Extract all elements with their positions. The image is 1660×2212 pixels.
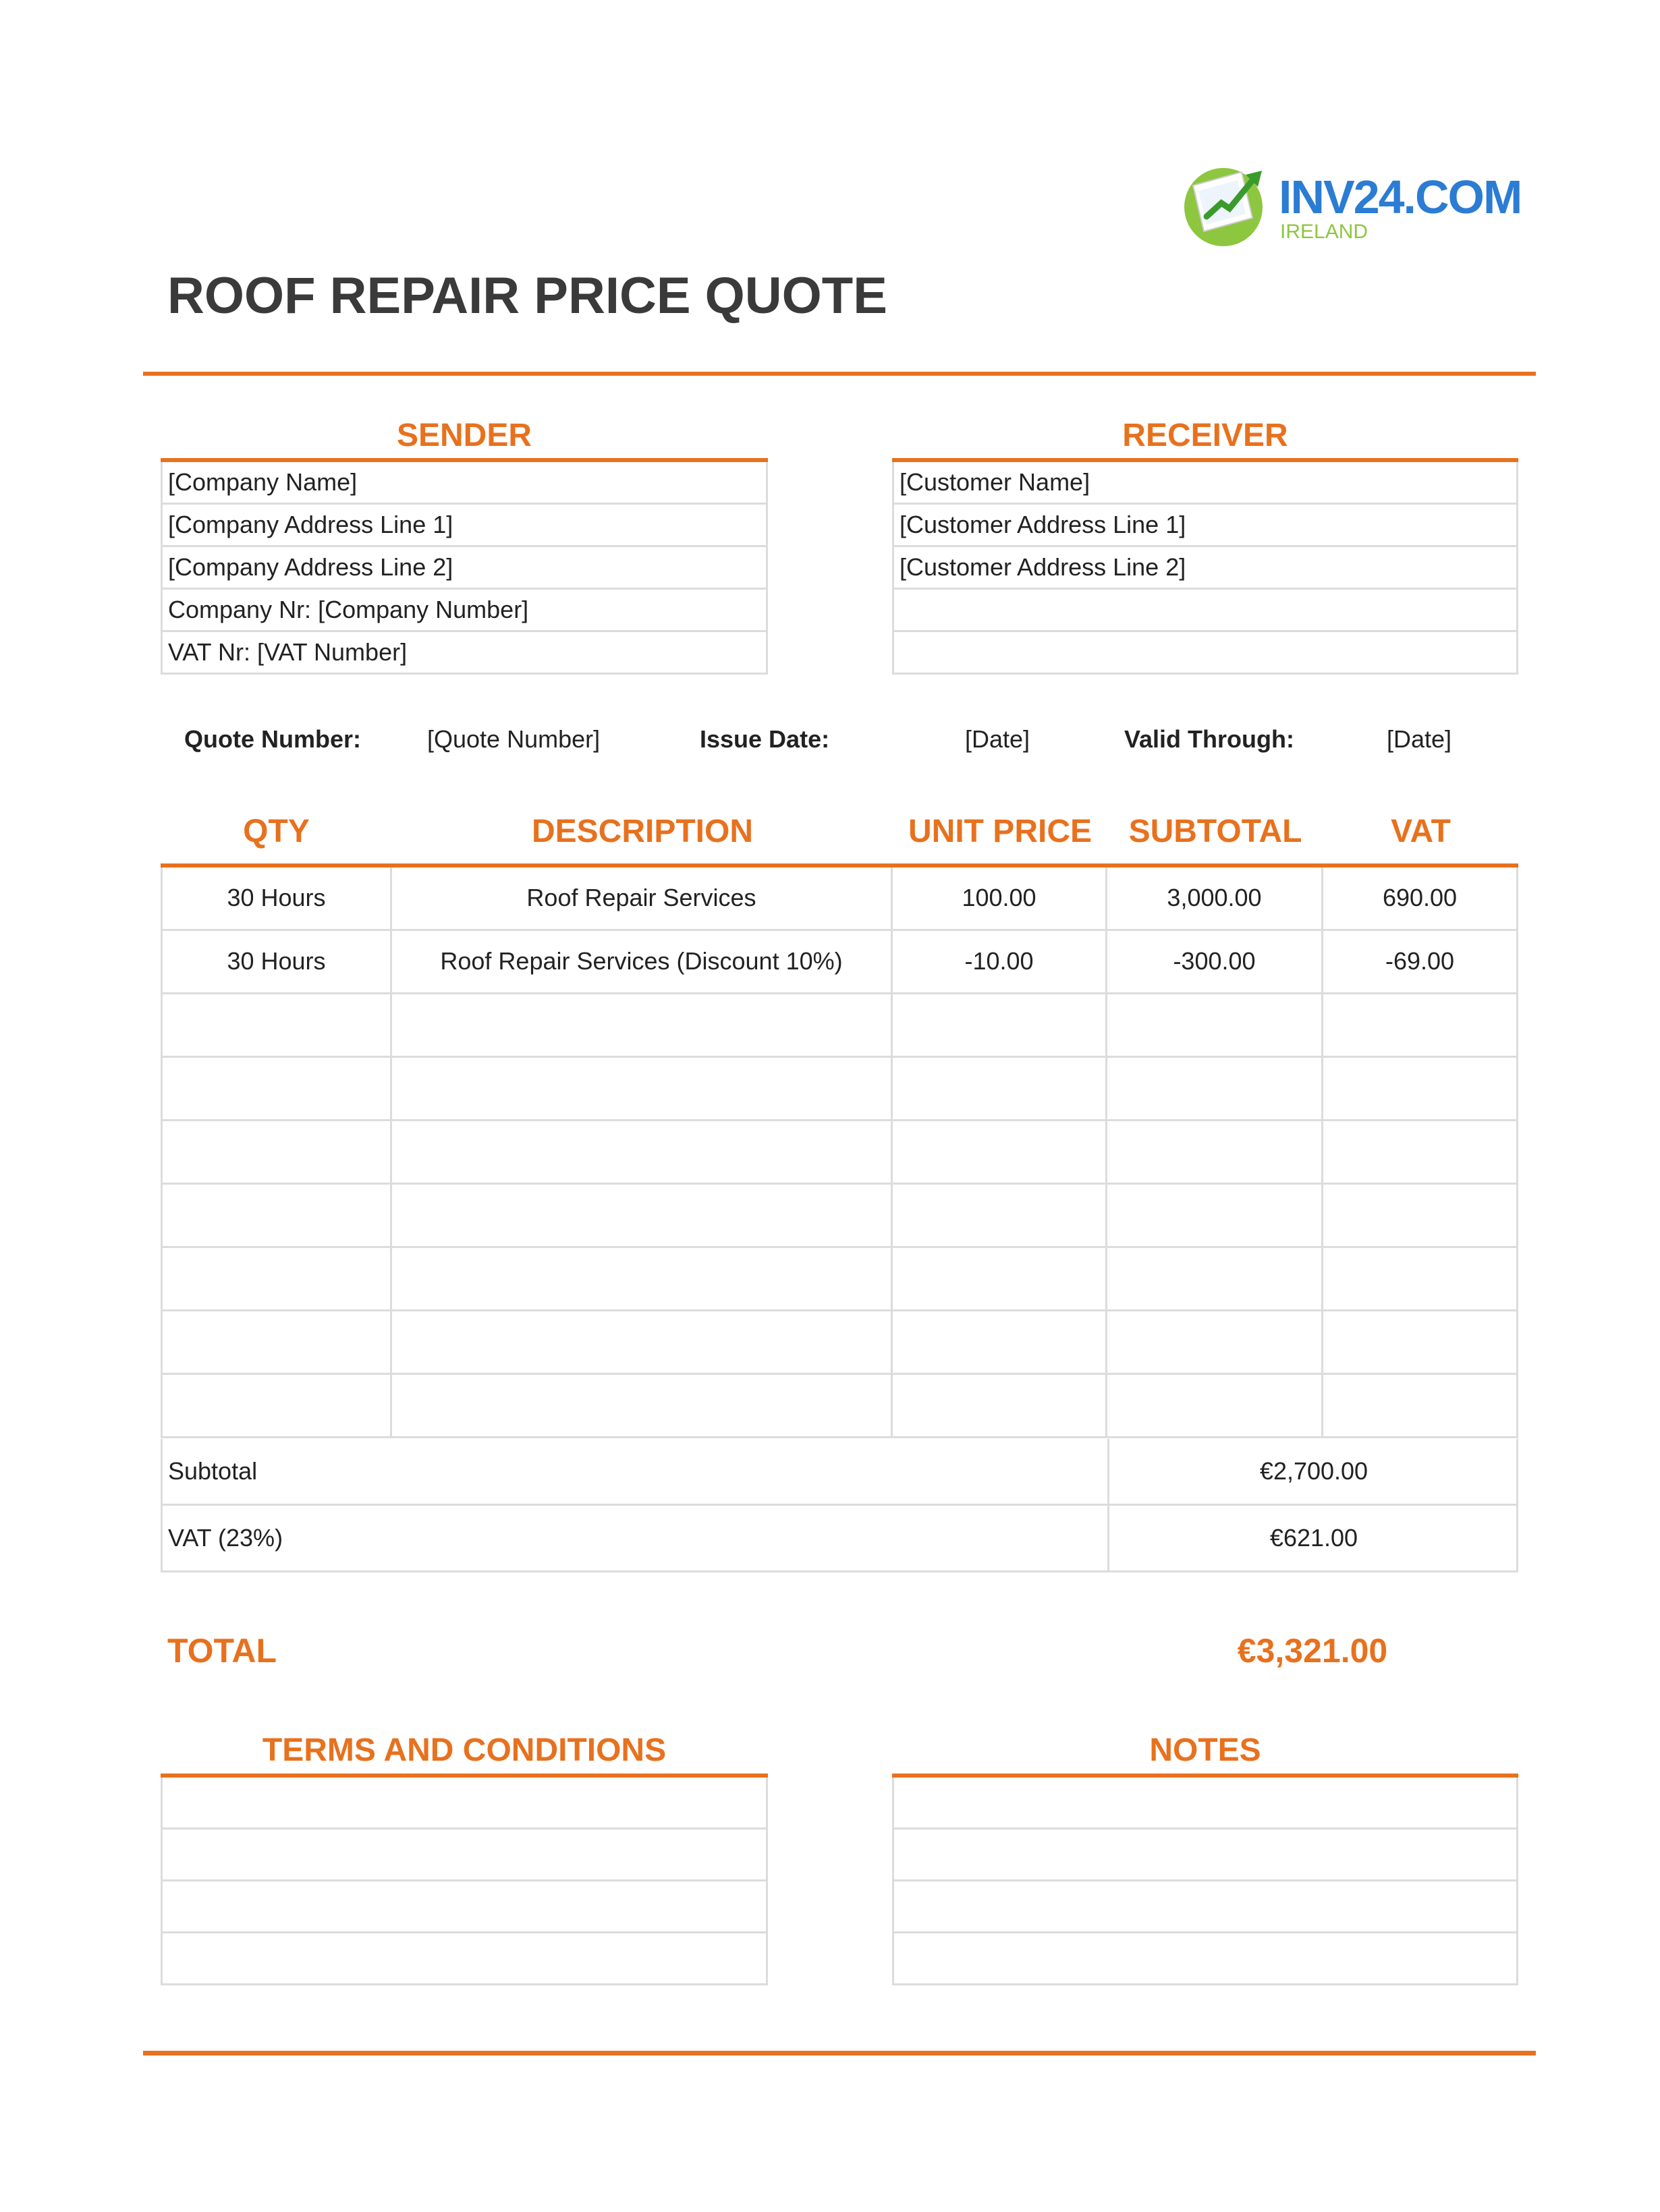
table-row bbox=[161, 1375, 1518, 1438]
cell-vat[interactable] bbox=[1323, 1248, 1518, 1309]
receiver-empty-line-2[interactable] bbox=[894, 632, 1516, 675]
receiver-address-line-1[interactable]: [Customer Address Line 1] bbox=[894, 505, 1516, 547]
cell-unit-price[interactable] bbox=[893, 1311, 1107, 1373]
cell-unit-price[interactable]: -10.00 bbox=[893, 931, 1107, 992]
subtotal-label: Subtotal bbox=[168, 1457, 258, 1485]
table-row bbox=[161, 931, 1518, 994]
cell-subtotal[interactable] bbox=[1107, 1058, 1323, 1119]
cell-unit-price[interactable] bbox=[893, 1121, 1107, 1183]
cell-vat[interactable]: 690.00 bbox=[1323, 868, 1518, 929]
col-header-description: DESCRIPTION bbox=[531, 814, 754, 849]
notes-line[interactable] bbox=[894, 1881, 1516, 1933]
cell-qty[interactable]: 30 Hours bbox=[161, 868, 392, 929]
cell-unit-price[interactable] bbox=[893, 1375, 1107, 1436]
valid-through-label: Valid Through: bbox=[1124, 725, 1294, 753]
table-row bbox=[161, 1058, 1518, 1121]
cell-description[interactable]: Roof Repair Services (Discount 10%) bbox=[392, 931, 893, 992]
cell-qty[interactable] bbox=[161, 1375, 392, 1436]
cell-subtotal[interactable] bbox=[1107, 1311, 1323, 1373]
cell-subtotal[interactable]: -300.00 bbox=[1107, 931, 1323, 992]
cell-description[interactable] bbox=[392, 1248, 893, 1309]
notes-line[interactable] bbox=[894, 1933, 1516, 1985]
cell-qty[interactable] bbox=[161, 1248, 392, 1309]
sender-block bbox=[161, 462, 768, 675]
receiver-address-line-2[interactable]: [Customer Address Line 2] bbox=[894, 547, 1516, 590]
receiver-customer-name[interactable]: [Customer Name] bbox=[894, 462, 1516, 505]
sender-address-line-2[interactable]: [Company Address Line 2] bbox=[163, 547, 766, 590]
cell-vat[interactable] bbox=[1323, 1375, 1518, 1436]
cell-unit-price[interactable] bbox=[893, 994, 1107, 1056]
cell-qty[interactable] bbox=[161, 1311, 392, 1373]
sender-vat-number[interactable]: VAT Nr: [VAT Number] bbox=[163, 632, 766, 675]
quote-number-value[interactable]: [Quote Number] bbox=[427, 725, 601, 753]
terms-block[interactable] bbox=[161, 1778, 768, 1985]
cell-vat[interactable] bbox=[1323, 1311, 1518, 1373]
table-row bbox=[161, 994, 1518, 1058]
table-row bbox=[161, 1248, 1518, 1311]
notes-block[interactable] bbox=[892, 1778, 1518, 1985]
issue-date-value[interactable]: [Date] bbox=[965, 725, 1030, 753]
col-header-subtotal: SUBTOTAL bbox=[1128, 814, 1302, 849]
receiver-empty-line-1[interactable] bbox=[894, 590, 1516, 632]
terms-line[interactable] bbox=[163, 1881, 766, 1933]
total-value: €3,321.00 bbox=[1237, 1632, 1388, 1670]
issue-date-label: Issue Date: bbox=[700, 725, 830, 753]
bottom-divider bbox=[143, 2051, 1536, 2055]
cell-subtotal[interactable] bbox=[1107, 1121, 1323, 1183]
cell-description[interactable] bbox=[392, 1058, 893, 1119]
sender-address-line-1[interactable]: [Company Address Line 1] bbox=[163, 505, 766, 547]
cell-subtotal[interactable] bbox=[1107, 1248, 1323, 1309]
terms-line[interactable] bbox=[163, 1830, 766, 1881]
notes-line[interactable] bbox=[894, 1778, 1516, 1830]
table-row bbox=[161, 868, 1518, 931]
cell-vat[interactable]: -69.00 bbox=[1323, 931, 1518, 992]
cell-unit-price[interactable]: 100.00 bbox=[893, 868, 1107, 929]
page-title: ROOF REPAIR PRICE QUOTE bbox=[167, 267, 887, 324]
cell-unit-price[interactable] bbox=[893, 1058, 1107, 1119]
cell-subtotal[interactable]: 3,000.00 bbox=[1107, 868, 1323, 929]
table-row bbox=[161, 1185, 1518, 1248]
cell-vat[interactable] bbox=[1323, 1121, 1518, 1183]
terms-heading: TERMS AND CONDITIONS bbox=[262, 1732, 667, 1768]
cell-vat[interactable] bbox=[1323, 994, 1518, 1056]
terms-line[interactable] bbox=[163, 1933, 766, 1985]
subtotal-row bbox=[161, 1439, 1518, 1506]
document-chart-arrow-icon bbox=[1180, 159, 1274, 246]
sender-company-number[interactable]: Company Nr: [Company Number] bbox=[163, 590, 766, 632]
receiver-block bbox=[892, 462, 1518, 675]
cell-vat[interactable] bbox=[1323, 1058, 1518, 1119]
terms-line[interactable] bbox=[163, 1778, 766, 1830]
cell-unit-price[interactable] bbox=[893, 1185, 1107, 1246]
cell-description[interactable] bbox=[392, 1311, 893, 1373]
cell-subtotal[interactable] bbox=[1107, 1375, 1323, 1436]
cell-description[interactable] bbox=[392, 1375, 893, 1436]
col-header-unit-price: UNIT PRICE bbox=[908, 814, 1092, 849]
sender-heading: SENDER bbox=[396, 418, 532, 453]
cell-description[interactable]: Roof Repair Services bbox=[392, 868, 893, 929]
vat-row bbox=[161, 1506, 1518, 1572]
logo-text: INV24.COM bbox=[1279, 171, 1522, 223]
top-divider bbox=[143, 372, 1536, 376]
notes-heading: NOTES bbox=[1149, 1732, 1261, 1768]
cell-qty[interactable] bbox=[161, 1185, 392, 1246]
total-label: TOTAL bbox=[167, 1632, 277, 1670]
vat-value: €621.00 bbox=[1107, 1506, 1518, 1570]
cell-description[interactable] bbox=[392, 1185, 893, 1246]
table-row bbox=[161, 1311, 1518, 1375]
cell-unit-price[interactable] bbox=[893, 1248, 1107, 1309]
notes-line[interactable] bbox=[894, 1830, 1516, 1881]
cell-vat[interactable] bbox=[1323, 1185, 1518, 1246]
col-header-qty: QTY bbox=[243, 814, 310, 849]
vat-label: VAT (23%) bbox=[168, 1524, 283, 1552]
cell-description[interactable] bbox=[392, 1121, 893, 1183]
quote-number-label: Quote Number: bbox=[184, 725, 362, 753]
cell-subtotal[interactable] bbox=[1107, 994, 1323, 1056]
cell-subtotal[interactable] bbox=[1107, 1185, 1323, 1246]
cell-qty[interactable] bbox=[161, 1058, 392, 1119]
cell-qty[interactable] bbox=[161, 1121, 392, 1183]
receiver-heading: RECEIVER bbox=[1122, 418, 1288, 453]
col-header-vat: VAT bbox=[1391, 814, 1451, 849]
sender-company-name[interactable]: [Company Name] bbox=[163, 462, 766, 505]
cell-qty[interactable]: 30 Hours bbox=[161, 931, 392, 992]
subtotal-value: €2,700.00 bbox=[1107, 1439, 1518, 1504]
table-row bbox=[161, 1121, 1518, 1185]
logo-subtext: IRELAND bbox=[1280, 221, 1368, 243]
valid-through-value[interactable]: [Date] bbox=[1387, 725, 1452, 753]
cell-description[interactable] bbox=[392, 994, 893, 1056]
cell-qty[interactable] bbox=[161, 994, 392, 1056]
